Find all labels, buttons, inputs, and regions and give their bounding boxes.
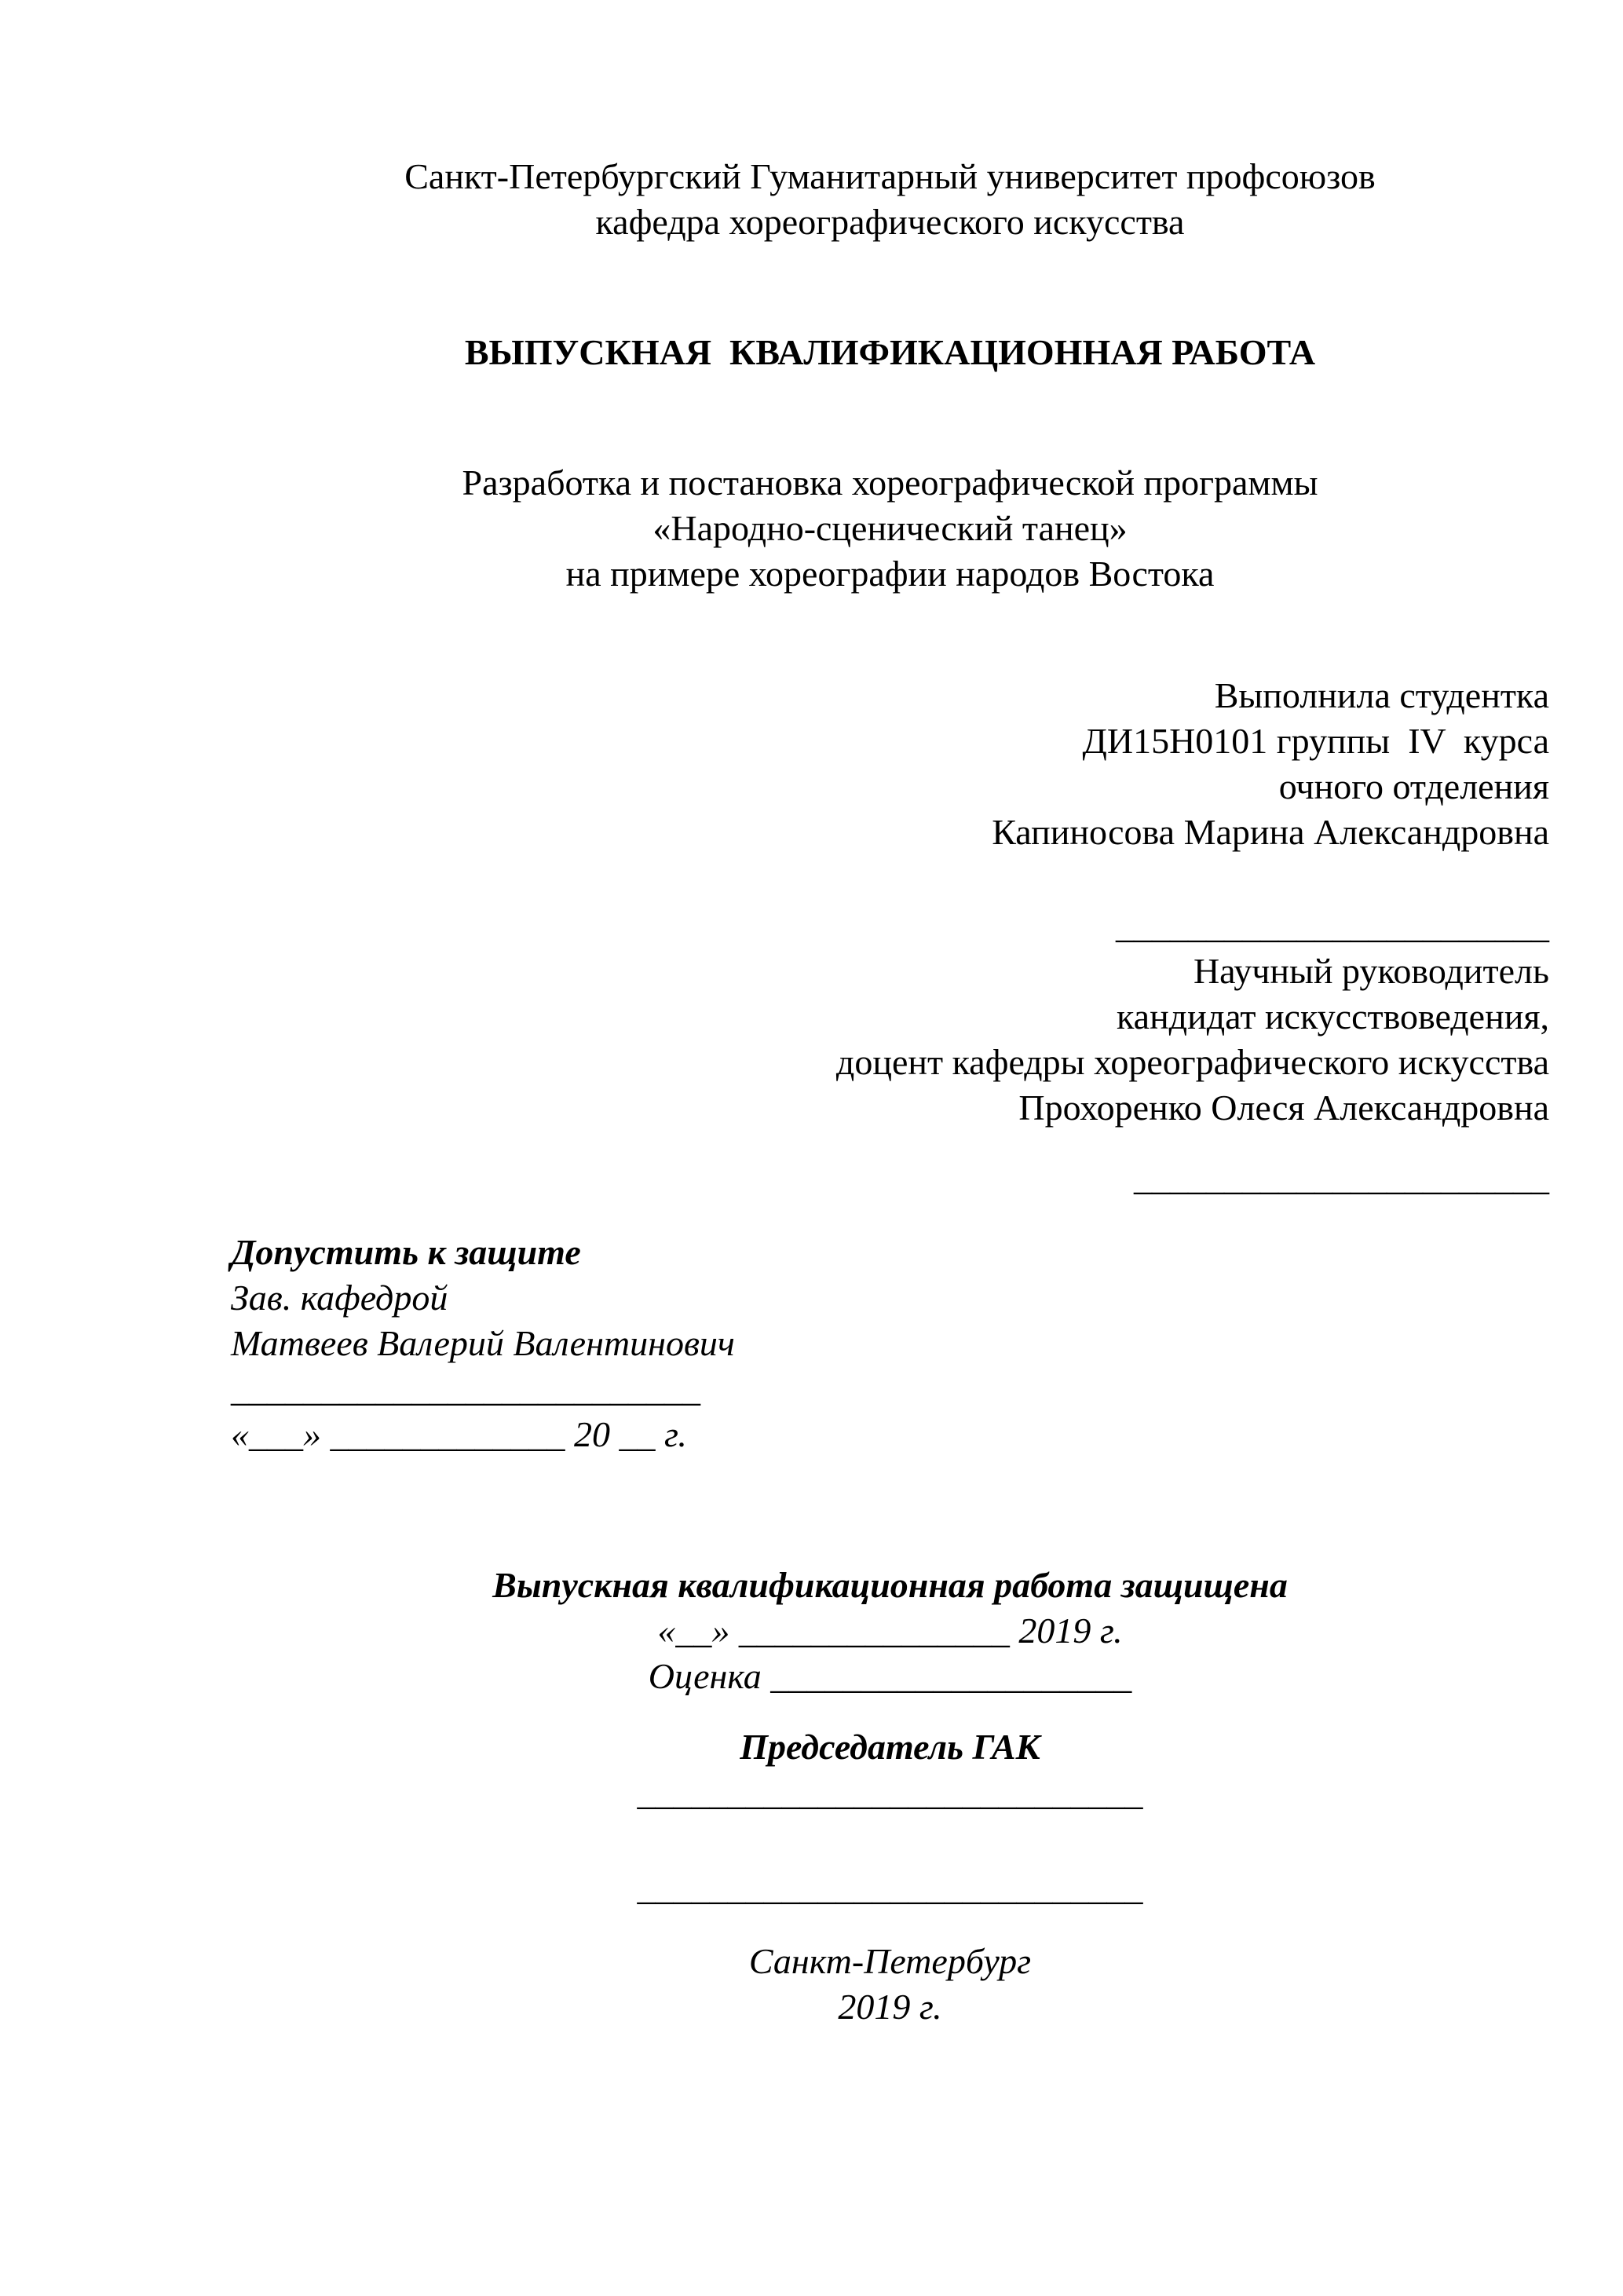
defense-grade-line: Оценка ____________________ bbox=[648, 1656, 1132, 1696]
topic-line-3: на примере хореографии народов Востока bbox=[565, 554, 1215, 594]
admission-title: Зав. кафедрой bbox=[231, 1278, 448, 1318]
topic-line-2: «Народно-сценический танец» bbox=[652, 508, 1128, 548]
topic-block bbox=[0, 460, 1623, 597]
supervisor-position: доцент кафедры хореографического искусства bbox=[835, 1042, 1549, 1082]
supervisor-signature-line: _______________________ bbox=[1134, 1157, 1549, 1197]
defense-date-line: «__» _______________ 2019 г. bbox=[657, 1610, 1123, 1651]
defense-block bbox=[0, 1563, 1623, 1699]
defense-heading: Выпускная квалификационная работа защищена bbox=[492, 1565, 1288, 1605]
university-header bbox=[0, 154, 1623, 245]
topic-line-1: Разработка и постановка хореографической программы bbox=[462, 462, 1318, 503]
chair-signature-line-1: ____________________________ bbox=[637, 1772, 1143, 1812]
admission-block bbox=[231, 1230, 1173, 1457]
chair-heading: Председатель ГАК bbox=[740, 1727, 1040, 1767]
work-type: ВЫПУСКНАЯ КВАЛИФИКАЦИОННАЯ РАБОТА bbox=[464, 332, 1316, 372]
department-name: кафедра хореографического искусства bbox=[595, 202, 1185, 242]
admission-date-line: «___» _____________ 20 __ г. bbox=[231, 1414, 687, 1454]
admission-signature-line: __________________________ bbox=[231, 1369, 700, 1409]
supervisor-name: Прохоренко Олеся Александровна bbox=[1018, 1088, 1549, 1128]
student-line-3: очного отделения bbox=[1278, 766, 1549, 806]
supervisor-block bbox=[0, 903, 1549, 1131]
student-line-1: Выполнила студентка bbox=[1214, 675, 1549, 715]
university-name: Санкт-Петербургский Гуманитарный университет профсоюзов bbox=[404, 156, 1376, 196]
work-type-heading bbox=[0, 330, 1623, 375]
student-block bbox=[0, 673, 1549, 855]
chair-block bbox=[0, 1724, 1623, 1815]
chair-block-2 bbox=[0, 1865, 1623, 1910]
footer-city: Санкт-Петербург bbox=[748, 1941, 1032, 1981]
supervisor-degree: кандидат искусствоведения, bbox=[1117, 996, 1549, 1036]
supervisor-role: Научный руководитель bbox=[1193, 951, 1549, 991]
supervisor-signature bbox=[0, 1155, 1549, 1201]
student-line-2: ДИ15Н0101 группы IV курса bbox=[1082, 721, 1549, 761]
admission-heading: Допустить к защите bbox=[231, 1232, 581, 1272]
admission-name: Матвеев Валерий Валентинович bbox=[231, 1323, 735, 1363]
student-name: Капиносова Марина Александровна bbox=[992, 812, 1549, 852]
footer-year: 2019 г. bbox=[838, 1987, 942, 2027]
student-signature-line: ________________________ bbox=[1116, 905, 1549, 945]
chair-signature-line-2: ____________________________ bbox=[637, 1867, 1143, 1907]
footer-block bbox=[0, 1939, 1623, 2030]
